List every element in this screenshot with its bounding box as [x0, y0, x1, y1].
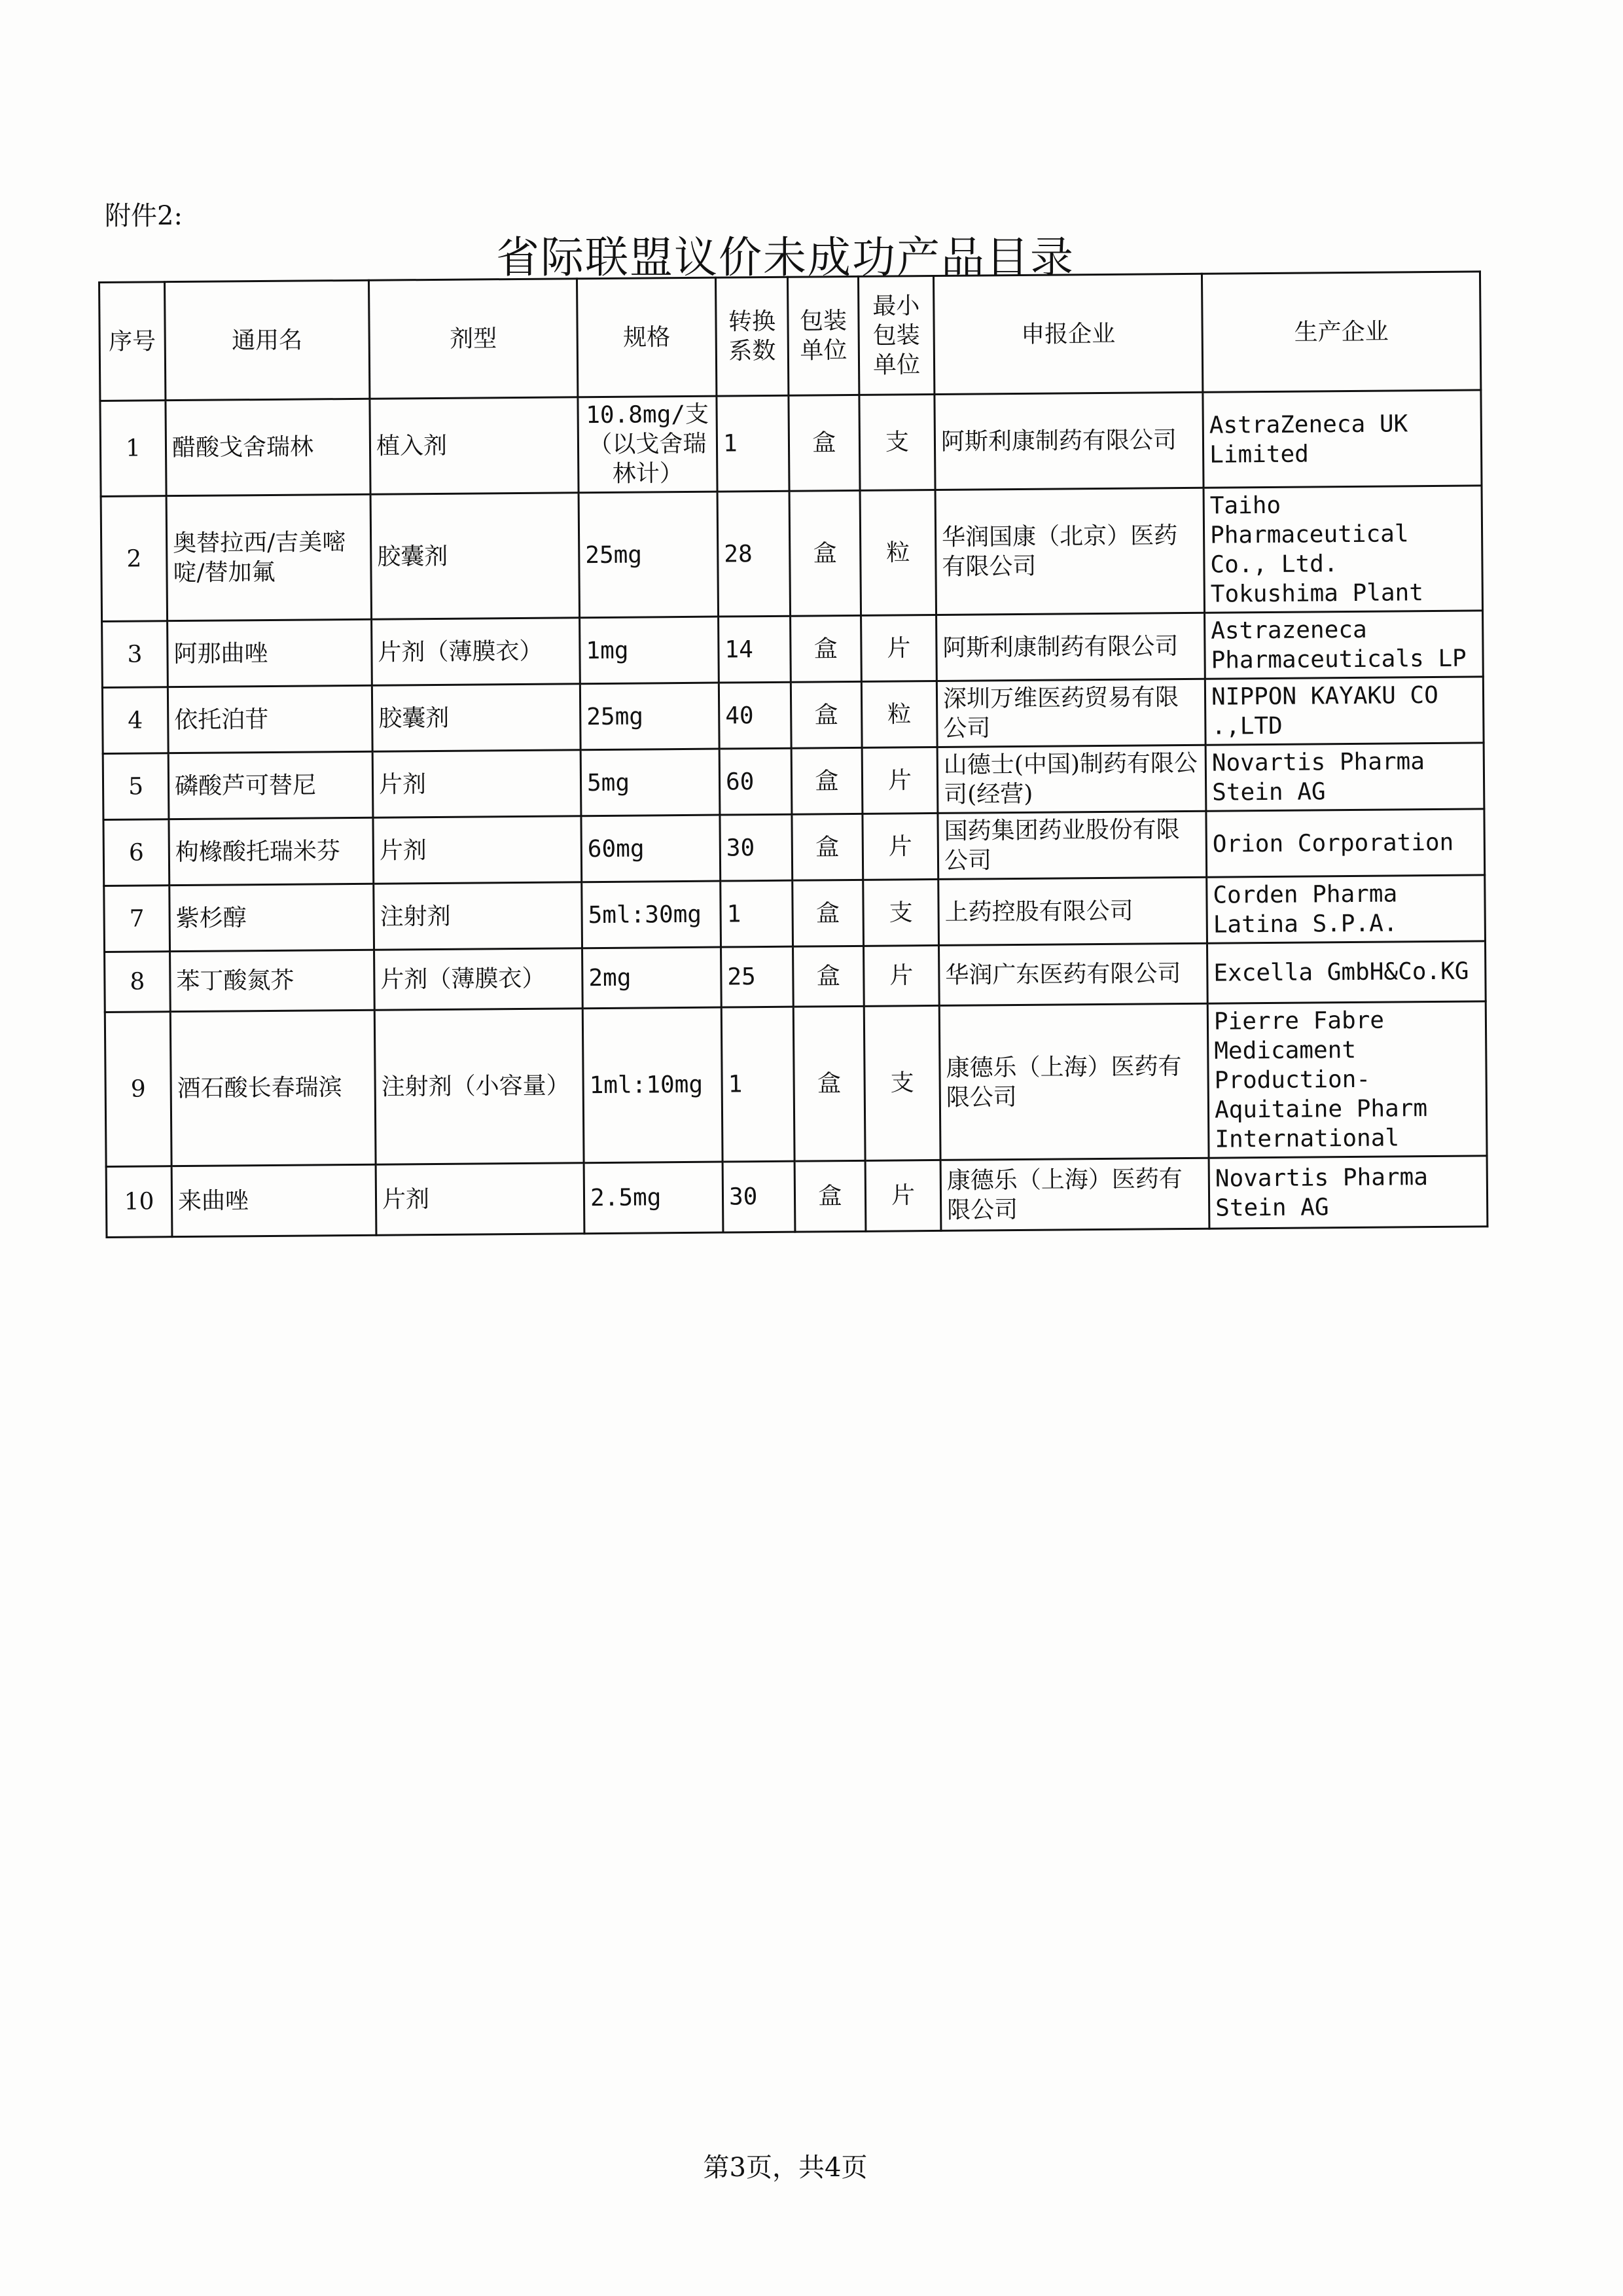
cell-spec: 25mg	[580, 683, 719, 750]
cell-spec: 1mg	[580, 617, 719, 684]
cell-factor: 60	[719, 748, 792, 815]
cell-manufacturer: Taiho Pharmaceutical Co., Ltd. Tokushima Plant	[1204, 486, 1482, 613]
col-header-manufacturer: 生产企业	[1202, 272, 1480, 392]
cell-no: 8	[105, 952, 171, 1013]
cell-no: 9	[105, 1012, 171, 1167]
cell-manufacturer: Orion Corporation	[1206, 809, 1485, 877]
cell-spec: 2.5mg	[584, 1162, 723, 1234]
cell-pack: 盒	[791, 747, 863, 814]
attachment-label: 附件2:	[105, 201, 183, 231]
cell-factor: 1	[721, 880, 793, 947]
cell-applicant: 华润广东医药有限公司	[939, 943, 1208, 1005]
table-row	[106, 1156, 1488, 1238]
cell-name: 磷酸芦可替尼	[168, 751, 373, 819]
cell-manufacturer: Astrazeneca Pharmaceuticals LP	[1205, 611, 1484, 679]
cell-name: 枸橼酸托瑞米芬	[169, 817, 374, 885]
cell-min-pack: 粒	[860, 490, 936, 615]
cell-min-pack: 粒	[861, 681, 937, 747]
cell-spec: 25mg	[579, 492, 718, 618]
cell-manufacturer: Pierre Fabre Medicament Production-Aquitaine Pharm International	[1207, 1001, 1487, 1158]
col-header-factor: 转换系数	[715, 277, 788, 396]
table-row	[102, 611, 1484, 688]
cell-min-pack: 支	[864, 1005, 940, 1160]
cell-name: 来曲唑	[171, 1164, 376, 1236]
cell-pack: 盒	[791, 681, 862, 748]
cell-spec: 10.8mg/支（以戈舍瑞林计）	[578, 396, 717, 493]
cell-form: 胶囊剂	[370, 493, 579, 619]
cell-applicant: 阿斯利康制药有限公司	[935, 392, 1204, 490]
cell-form: 胶囊剂	[372, 684, 580, 751]
cell-form: 植入剂	[370, 397, 579, 494]
cell-min-pack: 片	[865, 1160, 941, 1231]
cell-applicant: 康德乐（上海）医药有限公司	[940, 1158, 1209, 1230]
table-header-row	[99, 272, 1481, 401]
cell-applicant: 上药控股有限公司	[938, 877, 1207, 945]
cell-min-pack: 片	[862, 747, 938, 814]
cell-manufacturer: AstraZeneca UK Limited	[1203, 390, 1482, 488]
col-header-applicant: 申报企业	[933, 274, 1202, 394]
cell-no: 1	[100, 401, 166, 497]
col-header-form: 剂型	[368, 279, 577, 399]
cell-applicant: 深圳万维医药贸易有限公司	[936, 679, 1205, 747]
cell-manufacturer: Novartis Pharma Stein AG	[1205, 743, 1484, 811]
table-row	[103, 809, 1485, 886]
cell-pack: 盒	[794, 1160, 866, 1232]
cell-spec: 60mg	[581, 815, 721, 882]
cell-no: 5	[103, 753, 169, 820]
cell-factor: 28	[717, 491, 790, 617]
cell-form: 注射剂	[374, 882, 582, 950]
table-row	[104, 875, 1486, 952]
cell-factor: 14	[719, 616, 791, 683]
col-header-name: 通用名	[165, 280, 370, 400]
page-title: 省际联盟议价未成功产品目录	[496, 232, 1075, 283]
cell-applicant: 华润国康（北京）医药有限公司	[935, 488, 1204, 615]
cell-factor: 1	[721, 1007, 794, 1162]
table-row	[103, 743, 1484, 820]
cell-name: 依托泊苷	[168, 685, 372, 753]
cell-manufacturer: Novartis Pharma Stein AG	[1209, 1156, 1488, 1229]
col-header-pack: 包装单位	[787, 276, 859, 395]
cell-factor: 30	[722, 1161, 795, 1232]
cell-min-pack: 支	[863, 879, 939, 946]
cell-applicant: 山德士(中国)制药有限公司(经营)	[937, 745, 1206, 813]
cell-manufacturer: NIPPON KAYAKU CO .,LTD	[1205, 677, 1484, 745]
cell-name: 苯丁酸氮芥	[170, 950, 375, 1011]
cell-spec: 1ml:10mg	[582, 1007, 722, 1163]
cell-factor: 30	[720, 814, 793, 881]
cell-applicant: 康德乐（上海）医药有限公司	[939, 1003, 1209, 1160]
cell-spec: 5mg	[580, 749, 720, 816]
cell-pack: 盒	[789, 395, 860, 491]
cell-name: 酒石酸长春瑞滨	[170, 1010, 376, 1166]
cell-min-pack: 片	[863, 813, 938, 880]
cell-factor: 40	[719, 682, 791, 749]
product-table	[98, 270, 1488, 1238]
cell-name: 醋酸戈舍瑞林	[166, 399, 370, 495]
cell-form: 片剂	[373, 816, 582, 884]
table-row	[105, 941, 1486, 1013]
cell-no: 3	[102, 621, 168, 688]
cell-pack: 盒	[791, 615, 862, 682]
cell-no: 2	[101, 496, 167, 622]
cell-no: 7	[104, 886, 170, 952]
cell-pack: 盒	[793, 946, 865, 1007]
cell-pack: 盒	[792, 814, 863, 880]
cell-no: 10	[106, 1166, 172, 1238]
cell-name: 紫杉醇	[169, 884, 374, 951]
cell-form: 片剂	[376, 1163, 584, 1235]
cell-applicant: 国药集团药业股份有限公司	[938, 811, 1207, 879]
col-header-no: 序号	[99, 282, 166, 401]
table-row	[101, 486, 1482, 622]
cell-pack: 盒	[793, 1006, 865, 1161]
cell-spec: 2mg	[582, 947, 722, 1009]
cell-no: 6	[103, 819, 169, 886]
cell-form: 片剂	[372, 750, 581, 817]
cell-pack: 盒	[793, 880, 864, 946]
col-header-spec: 规格	[577, 278, 716, 397]
cell-form: 片剂（薄膜衣）	[372, 618, 580, 685]
cell-factor: 25	[721, 946, 794, 1007]
cell-applicant: 阿斯利康制药有限公司	[936, 613, 1205, 681]
cell-form: 片剂（薄膜衣）	[374, 948, 583, 1010]
cell-spec: 5ml:30mg	[582, 881, 721, 948]
table-row	[105, 1001, 1487, 1167]
cell-manufacturer: Corden Pharma Latina S.P.A.	[1207, 875, 1486, 943]
cell-form: 注射剂（小容量）	[374, 1009, 584, 1164]
cell-factor: 1	[717, 395, 789, 492]
cell-name: 阿那曲唑	[168, 619, 372, 687]
cell-min-pack: 片	[864, 945, 940, 1006]
table-row	[102, 677, 1484, 754]
cell-no: 4	[102, 687, 168, 754]
table-row	[100, 390, 1482, 497]
cell-pack: 盒	[789, 490, 861, 616]
cell-manufacturer: Excella GmbH&Co.KG	[1207, 941, 1486, 1003]
col-header-min-pack: 最小包装单位	[858, 276, 934, 395]
cell-min-pack: 片	[861, 615, 937, 681]
cell-min-pack: 支	[859, 394, 935, 490]
page-number: 第3页，共4页	[703, 2153, 868, 2183]
cell-name: 奥替拉西/吉美嘧啶/替加氟	[166, 494, 371, 620]
